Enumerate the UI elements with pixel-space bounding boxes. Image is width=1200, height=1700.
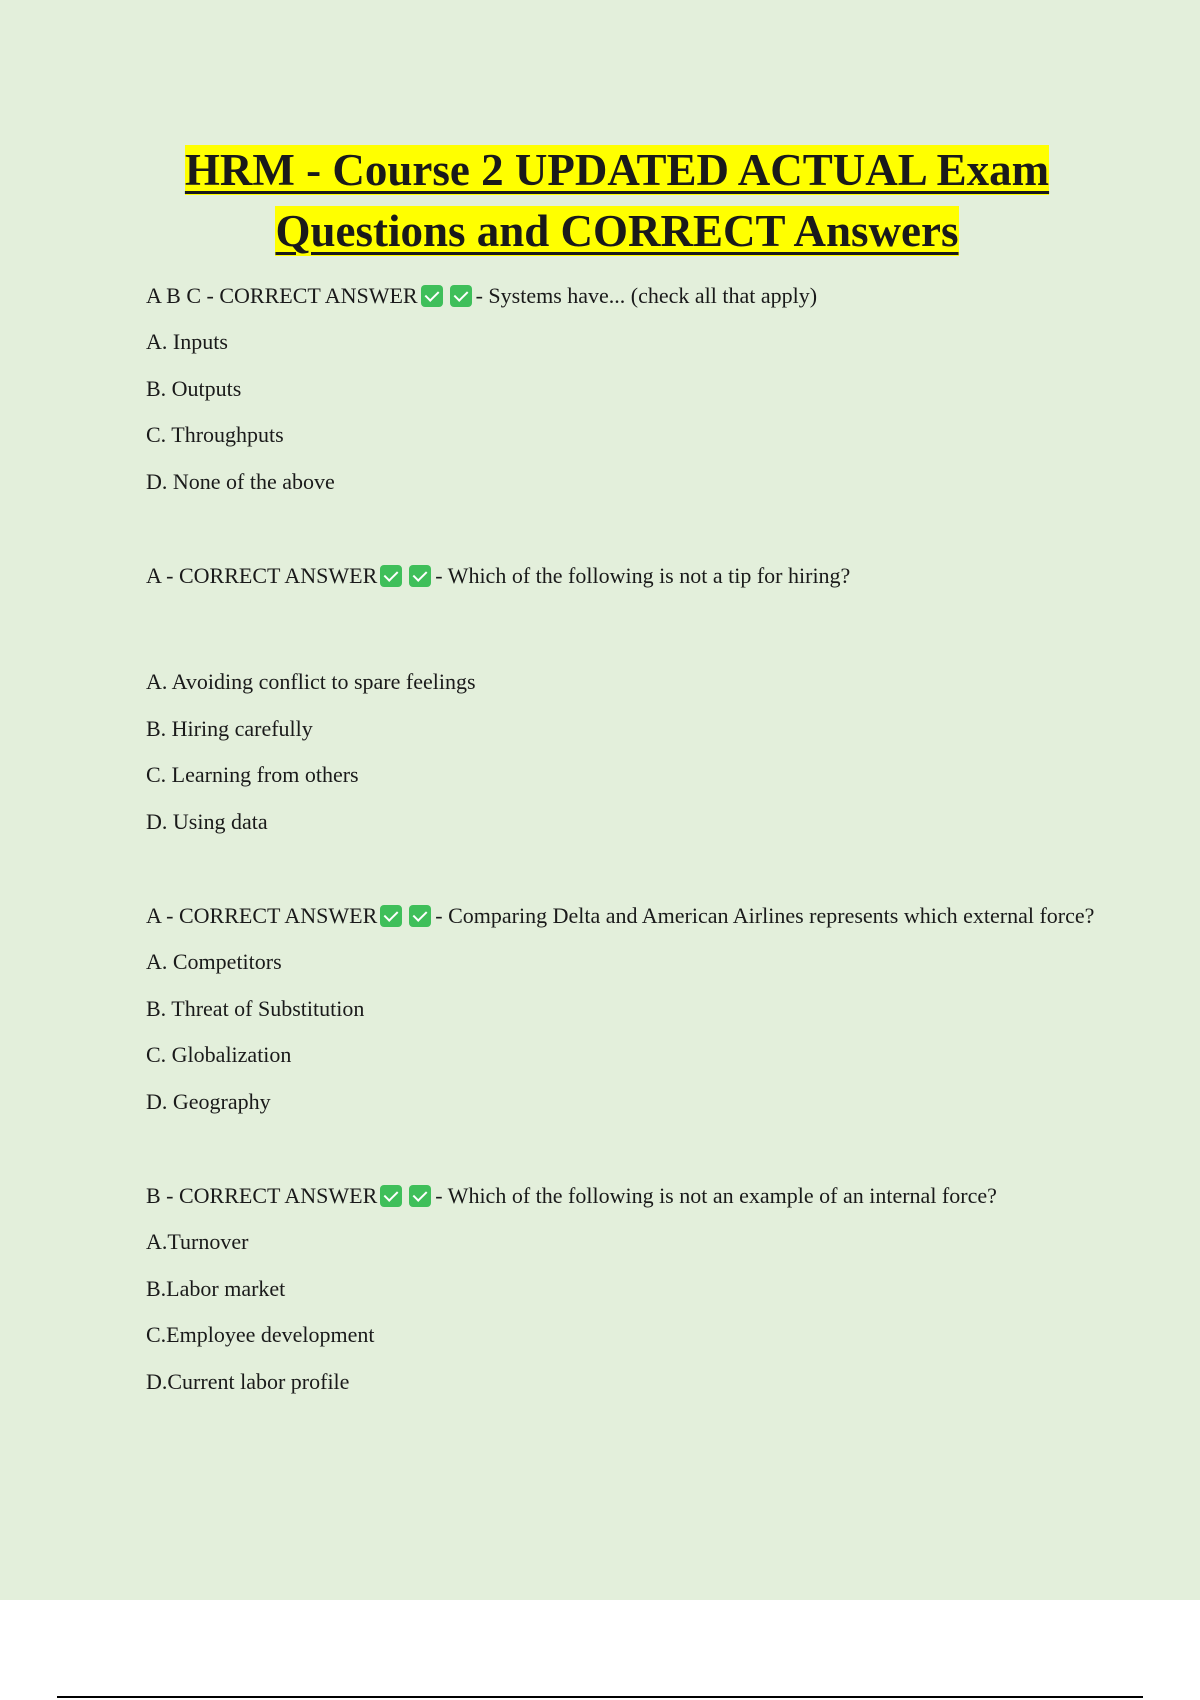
option: B.Labor market (146, 1275, 286, 1301)
question-1 (146, 280, 1096, 312)
question-3 (146, 900, 1096, 932)
option: A. Competitors (146, 949, 282, 974)
check-mark-icon (409, 565, 431, 587)
option: A. Inputs (146, 329, 228, 354)
check-mark-icon (380, 1185, 402, 1207)
option: C. Learning from others (146, 762, 359, 787)
question-prompt: - Which of the following is not a tip for hiring? (435, 563, 851, 588)
option: B. Outputs (146, 375, 242, 401)
check-mark-icon (380, 565, 402, 587)
document-title (60, 140, 1174, 262)
question-2 (146, 560, 1096, 592)
question-4 (146, 1180, 1096, 1212)
title-line-1: HRM - Course 2 UPDATED ACTUAL Exam (184, 145, 1050, 195)
question-prompt: - Which of the following is not an example of an internal force? (435, 1183, 997, 1208)
option: D. None of the above (146, 468, 335, 494)
option: D.Current labor profile (146, 1368, 350, 1394)
check-mark-icon (409, 905, 431, 927)
option: A. Avoiding conflict to spare feelings (146, 669, 476, 694)
title-line-2: Questions and CORRECT Answers (275, 206, 959, 256)
question-prompt: - Comparing Delta and American Airlines represents which external force? (435, 903, 1095, 928)
answer-key: A - CORRECT ANSWER (146, 903, 378, 928)
option: C. Globalization (146, 1042, 292, 1067)
option: B. Threat of Substitution (146, 995, 365, 1021)
answer-key: A - CORRECT ANSWER (146, 563, 378, 588)
option: C.Employee development (146, 1322, 375, 1347)
questions-list (146, 280, 1096, 1412)
page-divider (57, 1696, 1143, 1698)
option: A.Turnover (146, 1229, 249, 1254)
check-mark-icon (409, 1185, 431, 1207)
check-mark-icon (380, 905, 402, 927)
check-mark-icon (421, 285, 443, 307)
answer-key: B - CORRECT ANSWER (146, 1183, 378, 1208)
option: D. Using data (146, 808, 268, 834)
option: D. Geography (146, 1088, 271, 1114)
option: B. Hiring carefully (146, 715, 313, 741)
option: C. Throughputs (146, 422, 284, 447)
answer-key: A B C - CORRECT ANSWER (146, 283, 418, 308)
question-prompt: - Systems have... (check all that apply) (475, 283, 818, 308)
check-mark-icon (450, 285, 472, 307)
